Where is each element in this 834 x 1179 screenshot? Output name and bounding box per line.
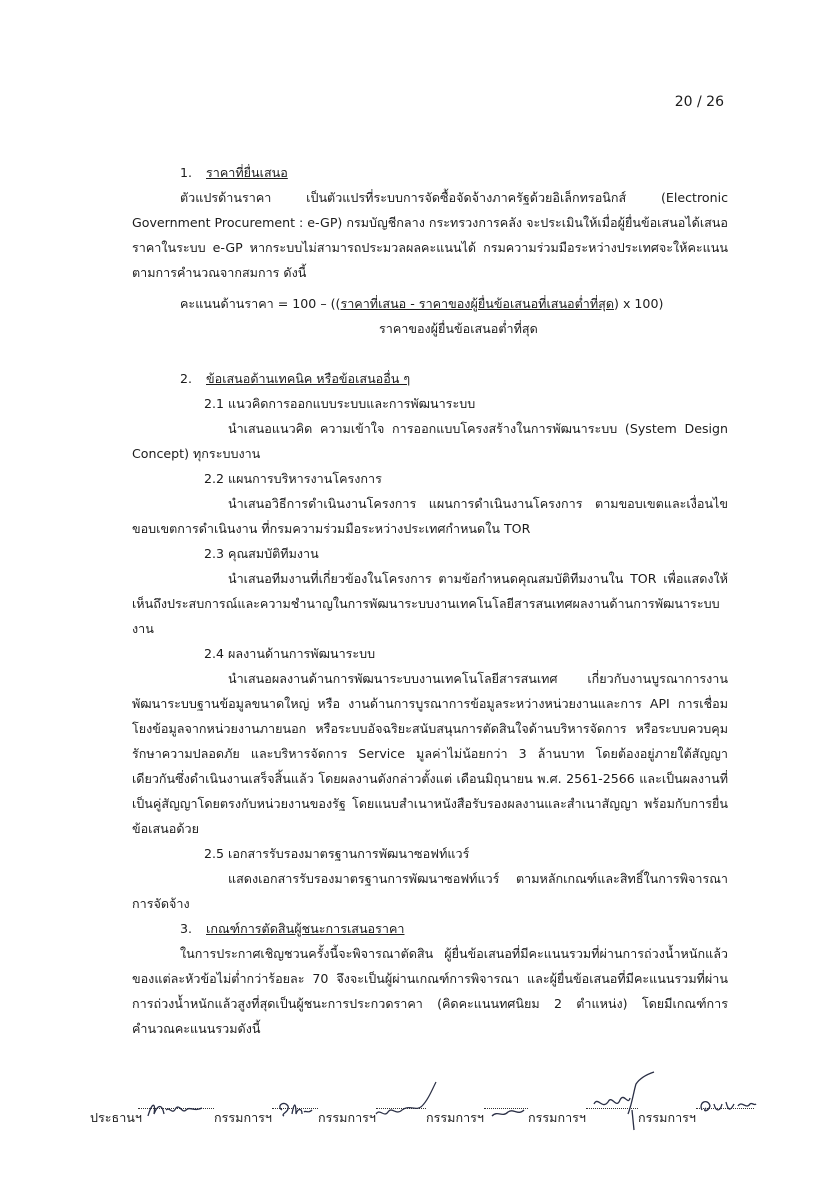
- item-2-5-heading: 2.5 เอกสารรับรองมาตรฐานการพัฒนาซอฟท์แวร์: [204, 846, 470, 861]
- member-signature-4-icon: [588, 1070, 658, 1140]
- page-number: 20 / 26: [674, 94, 724, 110]
- formula-lhs: คะแนนด้านราคา = 100 – ((: [180, 296, 341, 311]
- section-2-heading: [132, 366, 728, 391]
- item-2-2-text: นำเสนอวิธีการดำเนินงานโครงการ แผนการดำเนินงานโครงการ ตามขอบเขตและเงื่อนไขขอบเขตการดำเนินงาน ที่กรมความร่วมมือระหว่างประเทศกำหนดใน TOR: [132, 496, 728, 536]
- section-3-heading: [132, 916, 728, 941]
- item-2-1-heading: 2.1 แนวคิดการออกแบบระบบและการพัฒนาระบบ: [204, 396, 476, 411]
- item-2-2-heading: 2.2 แผนการบริหารงานโครงการ: [204, 471, 382, 486]
- item-2-4-text: นำเสนอผลงานด้านการพัฒนาระบบงานเทคโนโลยีสารสนเทศ เกี่ยวกับงานบูรณาการงานพัฒนาระบบฐานข้อมูลขนาดใหญ่ หรือ งานด้านการบูรณาการข้อมูลระหว่างหน่วยงานและการ API การเชื่อมโยงข้อมูลจากหน่วยงานภายนอก หรือระบบอัจฉริยะสนับสนุนการตัดสินใจด้านบริหารจัดการ หรือระบบควบคุมรักษาความปลอดภัย และบริหารจัดการ Service มูลค่าไม่น้อยกว่า 3 ล้านบาท โดยต้องอยู่ภายใต้สัญญาเดียวกันซึ่งดำเนินงานเสร็จสิ้นแล้ว โดยผลงานดังกล่าวตั้งแต่ เดือนมิถุนายน พ.ศ. 2561-2566 และเป็นผลงานที่เป็นคู่สัญญาโดยตรงกับหน่วยงานของรัฐ โดยแนบสำเนาหนังสือรับรองผลงานและสำเนาสัญญา พร้อมกับการยื่นข้อเสนอด้วย: [132, 671, 728, 836]
- item-2-5-text: แสดงเอกสารรับรองมาตรฐานการพัฒนาซอฟท์แวร์ ตามหลักเกณฑ์และสิทธิ์ในการพิจารณาการจัดจ้าง: [132, 871, 728, 911]
- section-number: 3.: [180, 921, 193, 936]
- section-number: 1.: [180, 165, 193, 180]
- member-signature-1-icon: [274, 1096, 320, 1124]
- section-title: ราคาที่ยื่นเสนอ: [206, 165, 288, 180]
- section-3-paragraph: ในการประกาศเชิญชวนครั้งนี้จะพิจารณาตัดสิน ผู้ยื่นข้อเสนอที่มีคะแนนรวมที่ผ่านการถ่วงน้ำหนักแล้วของแต่ละหัวข้อไม่ต่ำกว่าร้อยละ 70 จึงจะเป็นผู้ผ่านเกณฑ์การพิจารณา และผู้ยื่นข้อเสนอที่มีคะแนนรวมที่ผ่านการถ่วงน้ำหนักแล้วสูงที่สุดเป็นผู้ชนะการประกวดราคา (คิดคะแนนทศนิยม 2 ตำแหน่ง) โดยมีเกณฑ์การคำนวณคะแนนรวมดังนี้: [132, 946, 728, 1036]
- member-label-4: กรรมการฯ: [528, 1110, 586, 1125]
- member-label-1: กรรมการฯ: [214, 1110, 272, 1125]
- document-body: [132, 160, 728, 1041]
- member-label-3: กรรมการฯ: [426, 1110, 484, 1125]
- section-1-heading: [132, 160, 728, 185]
- price-score-formula: [132, 291, 728, 343]
- signature-line: [90, 1096, 760, 1136]
- section-title: ข้อเสนอด้านเทคนิค หรือข้อเสนออื่น ๆ: [206, 371, 411, 386]
- formula-numerator-line: [180, 291, 663, 316]
- item-2-3-heading: 2.3 คุณสมบัติทีมงาน: [204, 546, 319, 561]
- formula-denominator: ราคาของผู้ยื่นข้อเสนอต่ำที่สุด: [379, 321, 538, 336]
- section-number: 2.: [180, 371, 193, 386]
- item-2-4-heading: 2.4 ผลงานด้านการพัฒนาระบบ: [204, 646, 376, 661]
- chair-signature-icon: [142, 1096, 212, 1124]
- member-signature-5-icon: [696, 1092, 760, 1122]
- member-label-5: กรรมการฯ: [638, 1110, 696, 1125]
- member-label-2: กรรมการฯ: [318, 1110, 376, 1125]
- formula-numerator: ราคาที่เสนอ - ราคาของผู้ยื่นข้อเสนอที่เสนอต่ำที่สุด: [340, 296, 615, 311]
- member-signature-3-icon: [488, 1096, 528, 1124]
- item-2-3-text: นำเสนอทีมงานที่เกี่ยวข้องในโครงการ ตามข้อกำหนดคุณสมบัติทีมงานใน TOR เพื่อแสดงให้เห็นถึงประสบการณ์และความชำนาญในการพัฒนาระบบงานเทคโนโลยีสารสนเทศผลงานด้านการพัฒนาระบบงาน: [132, 571, 728, 636]
- section-1-paragraph: ตัวแปรด้านราคา เป็นตัวแปรที่ระบบการจัดซื้อจัดจ้างภาครัฐด้วยอิเล็กทรอนิกส์ (Electronic Government Procurement : e-GP) กรมบัญชีกลาง กระทรวงการคลัง จะประเมินให้เมื่อผู้ยื่นข้อเสนอได้เสนอราคาในระบบ e-GP หากระบบไม่สามารถประมวลผลคะแนนได้ กรมความร่วมมือระหว่างประเทศจะให้คะแนนตามการคำนวณจากสมการ ดังนี้: [132, 190, 728, 280]
- chair-label: ประธานฯ: [90, 1110, 142, 1125]
- section-title: เกณฑ์การตัดสินผู้ชนะการเสนอราคา: [206, 921, 405, 936]
- item-2-1-text: นำเสนอแนวคิด ความเข้าใจ การออกแบบโครงสร้างในการพัฒนาระบบ (System Design Concept) ทุกระบบงาน: [132, 421, 728, 461]
- formula-rhs: ) x 100): [614, 296, 664, 311]
